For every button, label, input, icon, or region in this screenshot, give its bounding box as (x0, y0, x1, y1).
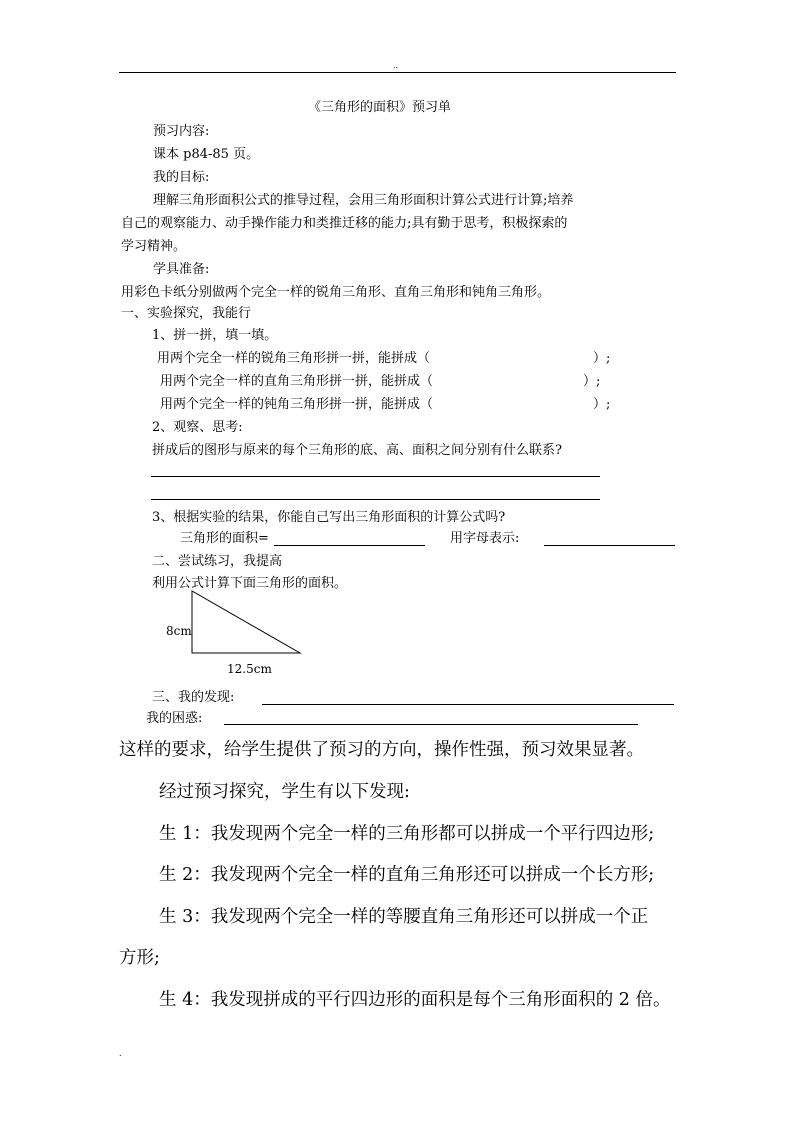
tools-content: 用彩色卡纸分别做两个完全一样的锐角三角形、直角三角形和钝角三角形。 (121, 285, 551, 300)
letter-label: 用字母表示: (450, 531, 520, 546)
step-1: 1、拼一拼，填一填。 (152, 328, 278, 343)
tools-label: 学具准备: (153, 262, 210, 277)
section-2-task: 利用公式计算下面三角形的面积。 (152, 576, 348, 591)
goals-line-2: 自己的观察能力、动手操作能力和类推迁移的能力;具有勤于思考，积极探索的 (121, 216, 568, 231)
confusion-label: 我的困惑: (146, 711, 203, 726)
discovery-label: 三、我的发现: (152, 690, 235, 705)
formula-blank[interactable] (274, 545, 425, 546)
fill-item-acute: 用两个完全一样的锐角三角形拼一拼，能拼成（ (157, 351, 431, 366)
header-rule (119, 72, 676, 73)
goals-line-3: 学习精神。 (121, 239, 187, 254)
fill-item-right-close: ）; (583, 374, 601, 389)
observe-question: 拼成后的图形与原来的每个三角形的底、高、面积之间分别有什么联系? (152, 443, 562, 458)
goals-label: 我的目标: (153, 170, 210, 185)
fill-item-right: 用两个完全一样的直角三角形拼一拼，能拼成（ (160, 374, 434, 389)
fill-item-obtuse-close: ）; (593, 397, 611, 412)
finding-3: 生 3：我发现两个完全一样的等腰直角三角形还可以拼成一个正 (159, 907, 649, 927)
answer-line-1[interactable] (151, 476, 600, 477)
triangle-height-label: 8cm (166, 624, 192, 638)
finding-2: 生 2：我发现两个完全一样的直角三角形还可以拼成一个长方形; (159, 865, 655, 885)
preview-content: 课本 p84-85 页。 (153, 147, 260, 162)
fill-item-obtuse: 用两个完全一样的钝角三角形拼一拼，能拼成（ (160, 397, 434, 412)
finding-3-continued: 方形; (119, 948, 160, 968)
triangle-base-label: 12.5cm (227, 662, 272, 676)
document-title: 《三角形的面积》预习单 (308, 100, 452, 115)
right-triangle (192, 591, 300, 653)
triangle-figure (186, 585, 306, 657)
section-2-heading: 二、尝试练习，我提高 (152, 554, 283, 569)
footer-mark: . (119, 1049, 122, 1058)
header-mark: .. (393, 61, 399, 70)
preview-label: 预习内容: (153, 124, 210, 139)
body-paragraph-1: 这样的要求，给学生提供了预习的方向，操作性强，预习效果显著。 (119, 740, 644, 760)
fill-item-acute-close: ）; (593, 351, 611, 366)
letter-blank[interactable] (544, 545, 675, 546)
discovery-blank[interactable] (262, 704, 674, 705)
goals-line-1: 理解三角形面积公式的推导过程，会用三角形面积计算公式进行计算;培养 (153, 193, 574, 208)
formula-label: 三角形的面积= (180, 531, 269, 546)
answer-line-2[interactable] (151, 499, 600, 500)
body-paragraph-2: 经过预习探究，学生有以下发现: (159, 782, 410, 802)
section-1-heading: 一、实验探究，我能行 (121, 306, 252, 321)
finding-4: 生 4：我发现拼成的平行四边形的面积是每个三角形面积的 2 倍。 (159, 990, 671, 1010)
step-3: 3、根据实验的结果，你能自己写出三角形面积的计算公式吗? (152, 510, 506, 525)
finding-1: 生 1：我发现两个完全一样的三角形都可以拼成一个平行四边形; (159, 824, 655, 844)
confusion-blank[interactable] (224, 724, 638, 725)
step-2: 2、观察、思考: (152, 420, 243, 435)
